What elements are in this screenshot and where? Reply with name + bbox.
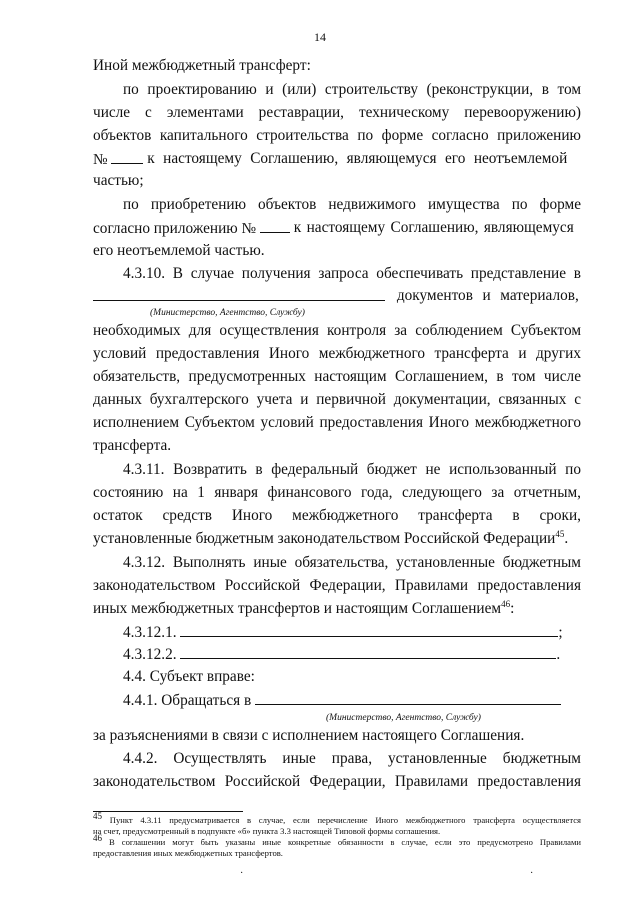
p4-line-1: 4.3.11. Возвратить в федеральный бюджет не использованный по bbox=[123, 461, 581, 478]
footnote-45-text-1: Пункт 4.3.11 предусматривается в случае, если перечисление Иного межбюджетного трансферта осуществляется bbox=[109, 815, 581, 825]
p5-line-3-text: иных межбюджетных трансфертов и настоящим Соглашением bbox=[93, 600, 502, 617]
p5-line-1: 4.3.12. Выполнять иные обязательства, установленные бюджетным bbox=[123, 554, 581, 571]
scan-speck: · bbox=[530, 868, 534, 879]
footnote-46-text-1: В соглашении могут быть указаны иные конкретные обязанности в случае, если это предусмотрено Правилами bbox=[109, 837, 581, 847]
p1-line-5: частью; bbox=[93, 172, 144, 189]
p4-line-4-end: . bbox=[564, 530, 569, 547]
p7-line-1 bbox=[123, 691, 611, 710]
appendix-number-blank-2 bbox=[260, 219, 290, 233]
p8-line-1: 4.4.2. Осуществлять иные права, установленные бюджетным bbox=[123, 750, 581, 767]
footnote-45-line-2: на счет, предусмотренный в подпункте «б» пункта 3.3 настоящей Типовой формы соглашения. bbox=[93, 825, 441, 836]
ministry-blank-1 bbox=[93, 287, 385, 301]
p3-line-3: необходимых для осуществления контроля за соблюдением Субъектом bbox=[93, 322, 581, 339]
footnote-46-line-1 bbox=[93, 833, 581, 848]
item-4-3-12-2-blank bbox=[180, 645, 556, 659]
footnote-46-line-2: предоставления иных межбюджетных трансфертов. bbox=[93, 847, 283, 858]
section-4-4-heading: 4.4. Субъект вправе: bbox=[123, 668, 255, 685]
p2-line-3: его неотъемлемой частью. bbox=[93, 242, 265, 259]
p3-line-5: обязательств, предусмотренных настоящим Соглашением, в том числе bbox=[93, 368, 581, 385]
item-4-3-12-1 bbox=[123, 623, 611, 642]
footnote-45 bbox=[93, 811, 581, 836]
footnote-45-line-1 bbox=[93, 811, 581, 826]
p5-line-3-end: : bbox=[510, 600, 515, 617]
number-sign: № bbox=[93, 151, 108, 168]
ministry-caption-2: (Министерство, Агентство, Службу) bbox=[326, 713, 481, 723]
p1-line-1: по проектированию и (или) строительству (реконструкции, в том bbox=[123, 81, 581, 98]
footnote-46 bbox=[93, 833, 581, 858]
p5-line-2: законодательством Российской Федерации, Правилами предоставления bbox=[93, 577, 581, 594]
page-number: 14 bbox=[314, 30, 326, 44]
p2-line-1: по приобретению объектов недвижимого имущества по форме bbox=[123, 196, 581, 213]
p3-line-2-text: документов и материалов, bbox=[396, 287, 579, 304]
p3-line-8: трансферта. bbox=[93, 437, 172, 454]
p5-line-3 bbox=[93, 600, 581, 618]
p3-line-2 bbox=[93, 287, 581, 306]
p3-line-7: исполнением Субъектом условий предоставления Иного межбюджетного bbox=[93, 414, 581, 431]
p1-line-4 bbox=[93, 150, 581, 169]
item-4-3-12-2 bbox=[123, 645, 611, 664]
p2-line-2-b: к настоящему Соглашению, являющемуся bbox=[293, 219, 574, 236]
footnote-ref-46[interactable]: 46 bbox=[501, 598, 511, 609]
appendix-number-blank bbox=[111, 150, 143, 164]
footnote-separator bbox=[93, 811, 243, 812]
item-4-3-12-2-label: 4.3.12.2. bbox=[123, 646, 177, 663]
p4-line-4-text: установленные бюджетным законодательством Российской Федерации bbox=[93, 530, 556, 547]
p3-line-6: данных бухгалтерского учета и первичной документации, связанных с bbox=[93, 391, 581, 408]
p1-line-2: числе с элементами реставрации, техническому перевооружению) bbox=[93, 104, 581, 121]
item-4-3-12-1-label: 4.3.12.1. bbox=[123, 624, 177, 641]
intro-heading: Иной межбюджетный трансферт: bbox=[93, 57, 311, 74]
item-4-3-12-1-end: ; bbox=[558, 624, 563, 641]
footnote-45-mark: 45 bbox=[93, 811, 102, 822]
p2-line-2-a: согласно приложению № bbox=[93, 220, 257, 237]
p3-line-1: 4.3.10. В случае получения запроса обеспечивать представление в bbox=[123, 265, 581, 282]
item-4-3-12-2-end: . bbox=[556, 646, 561, 663]
ministry-blank-2 bbox=[255, 691, 561, 705]
p3-line-4: условий предоставления Иного межбюджетного трансферта и других bbox=[93, 345, 581, 362]
p4-line-4 bbox=[93, 530, 581, 548]
ministry-caption-1: (Министерство, Агентство, Службу) bbox=[150, 308, 305, 318]
footnote-46-mark: 46 bbox=[93, 833, 102, 844]
p2-line-2 bbox=[93, 219, 581, 238]
scan-speck: · bbox=[240, 868, 244, 879]
p1-line-3: объектов капитального строительства по форме согласно приложению bbox=[93, 127, 581, 144]
item-4-3-12-1-blank bbox=[180, 623, 558, 637]
footnote-ref-45[interactable]: 45 bbox=[555, 528, 565, 539]
p7-label: 4.4.1. Обращаться в bbox=[123, 692, 252, 709]
p7-line-2: за разъяснениями в связи с исполнением настоящего Соглашения. bbox=[93, 727, 525, 744]
p1-line-4-text: к настоящему Соглашению, являющемуся его неотъемлемой bbox=[147, 150, 568, 167]
p8-line-2: законодательством Российской Федерации, Правилами предоставления bbox=[93, 773, 581, 790]
p4-line-3: остаток средств Иного межбюджетного трансферта в сроки, bbox=[93, 507, 581, 524]
p4-line-2: состоянию на 1 января финансового года, следующего за отчетным, bbox=[93, 484, 581, 501]
